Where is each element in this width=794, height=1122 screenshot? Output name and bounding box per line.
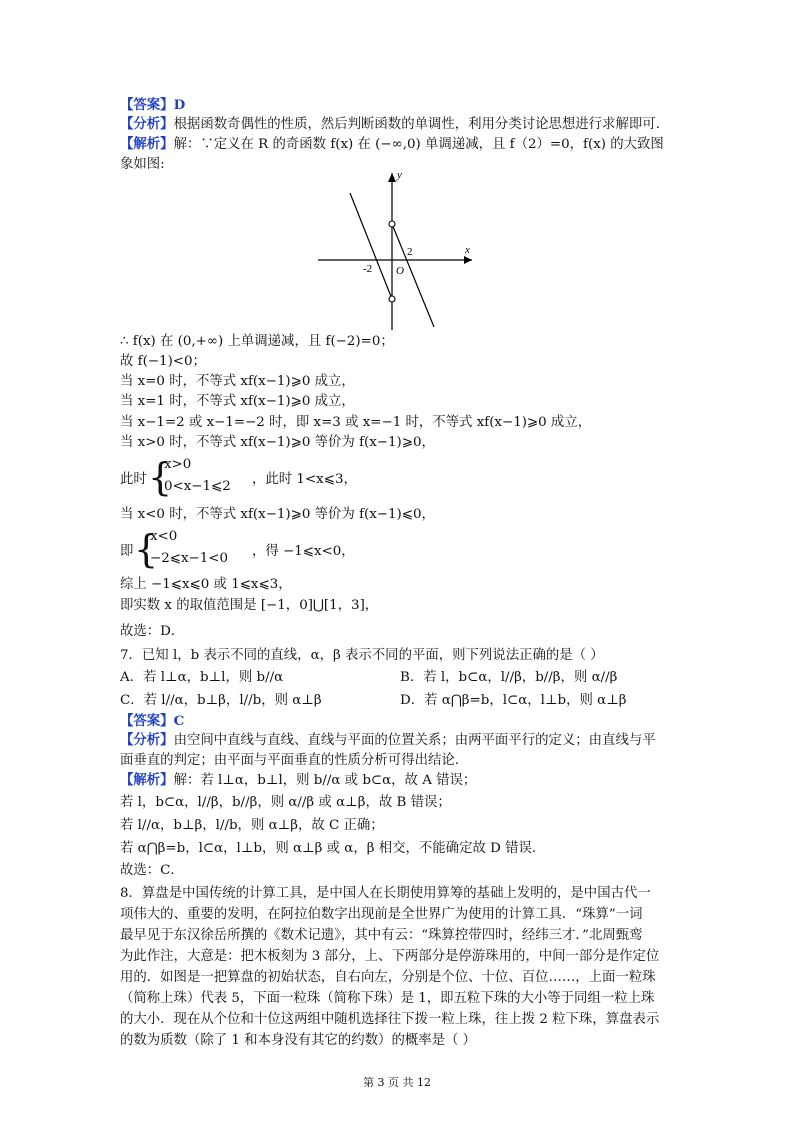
q6-line-1: ∴ f(x) 在 (0,+∞) 上单调递减，且 f(−2)=0； (120, 334, 394, 349)
q7-analysis-line (120, 731, 656, 751)
q8-line-8: 的数为质数（除了 1 和本身没有其它的约数）的概率是（ ） (120, 1033, 477, 1048)
tick-label-positive: 2 (407, 246, 413, 258)
q6-solution-cont: 象如图: (120, 157, 165, 172)
q7-analysis-cont: 面垂直的判定；由平面与平面垂直的性质分析可得出结论. (120, 753, 460, 768)
q6-line-4: 当 x=1 时，不等式 xf(x−1)⩾0 成立， (120, 394, 355, 409)
q6-tail-2: 即实数 x 的取值范围是 [−1，0]⋃[1，3]， (120, 598, 379, 613)
q6-line-6: 当 x>0 时，不等式 xf(x−1)⩾0 等价为 f(x−1)⩾0， (120, 435, 435, 450)
analysis-text: 根据函数奇偶性的性质，然后判断函数的单调性，利用分类讨论思想进行求解即可. (173, 117, 660, 132)
case2-suffix: ，得 −1⩽x<0， (252, 544, 355, 559)
q7-stem: 7．已知 l，b 表示不同的直线，α，β 表示不同的平面，则下列说法正确的是（ ） (120, 648, 604, 663)
q8-line-4: 为此作注，大意是：把木板刻为 3 部分，上、下两部分是停游珠用的，中间一部分是作定位 (120, 949, 660, 964)
q7-line-4: 故选：C． (120, 863, 184, 878)
answer-value: D (173, 97, 186, 113)
case1-bottom: 0<x−1⩽2 (164, 479, 231, 494)
analysis-tag: 【分析】 (120, 117, 174, 132)
q6-analysis-line (120, 115, 660, 135)
q8-line-7: 的大小．现在从个位和十位这两组中随机选择往下拨一粒上珠，往上拨 2 粒下珠，算盘表示 (120, 1012, 660, 1027)
q8-line-1: 8．算盘是中国传统的计算工具，是中国人在长期使用算筹的基础上发明的，是中国古代一 (120, 886, 651, 901)
case1-top: x>0 (164, 457, 192, 472)
q6-tail-3: 故选：D． (120, 624, 185, 639)
open-point-upper (389, 221, 395, 227)
left-branch-curve (350, 193, 392, 299)
q7-line-3: 若 α⋂β=b，l⊂α，l⊥b，则 α⊥β 或 α，β 相交，不能确定故 D 错误. (120, 841, 537, 856)
y-axis-label: y (397, 169, 402, 181)
q6-tail-1: 综上 −1⩽x⩽0 或 1⩽x⩽3， (120, 577, 292, 592)
tick-label-negative: -2 (363, 263, 373, 275)
q8-line-3: 最早见于东汉徐岳所撰的《数术记遗》，其中有云：“珠算控带四时，经纬三才．”北周甄鸾 (120, 928, 643, 943)
case2-bottom: −2⩽x−1<0 (150, 551, 228, 566)
q6-line-2: 故 f(−1)<0； (120, 354, 206, 369)
y-axis-arrow (388, 173, 396, 182)
q7-answer-line (120, 711, 184, 732)
q7-option-d: D．若 α⋂β=b，l⊂α，l⊥b，则 α⊥β (400, 693, 627, 708)
case1-prefix: 此时 (120, 472, 147, 487)
solution-text: 解：若 l⊥α，b⊥l，则 b//α 或 b⊂α，故 A 错误； (173, 773, 477, 788)
q7-option-b: B．若 l，b⊂α，l//β，b//β，则 α//β (400, 670, 618, 685)
case2-top: x<0 (150, 529, 178, 544)
q6-line-5: 当 x−1=2 或 x−1=−2 时，即 x=3 或 x=−1 时，不等式 xf(x−1)⩾0 成立， (120, 415, 592, 430)
analysis-text: 由空间中直线与直线、直线与平面的位置关系；由两平面平行的定义；由直线与平 (173, 733, 656, 748)
case1-brace: { (148, 455, 173, 499)
q6-line-3: 当 x=0 时，不等式 xf(x−1)⩾0 成立， (120, 374, 355, 389)
answer-tag: 【答案】 (120, 98, 174, 113)
q7-line-2: 若 l//α，b⊥β，l//b，则 α⊥β，故 C 正确； (120, 818, 384, 833)
q7-option-c: C．若 l//α，b⊥β，l//b，则 α⊥β (120, 693, 322, 708)
x-axis-label: x (465, 244, 470, 256)
answer-tag: 【答案】 (120, 714, 174, 729)
q6-answer-line (120, 95, 185, 116)
solution-tag: 【解析】 (120, 137, 174, 152)
x-axis-arrow (464, 256, 472, 264)
solution-tag: 【解析】 (120, 773, 174, 788)
q8-line-6: （简称上珠）代表 5，下面一粒珠（简称下珠）是 1，即五粒下珠的大小等于同组一粒上珠 (120, 991, 655, 1006)
case1-suffix: ，此时 1<x⩽3， (252, 472, 357, 487)
open-point-lower (389, 296, 395, 302)
origin-label: O (396, 265, 404, 277)
case2-prefix: 即 (120, 544, 134, 559)
answer-value: C (173, 713, 185, 729)
case2-brace: { (134, 527, 159, 571)
q7-line-1: 若 l，b⊂α，l//β，b//β，则 α//β 或 α⊥β，故 B 错误； (120, 795, 451, 810)
q7-solution-line (120, 771, 476, 791)
solution-text: 解：∵定义在 R 的奇函数 f(x) 在 (−∞,0) 单调递减，且 f（2）=0，f(x) 的大致图 (173, 137, 664, 152)
q8-line-5: 用的．如图是一把算盘的初始状态，自右向左，分别是个位、十位、百位……，上面一粒珠 (120, 970, 656, 985)
q6-case1-system (120, 455, 720, 501)
analysis-tag: 【分析】 (120, 733, 174, 748)
q8-line-2: 项伟大的、重要的发明，在阿拉伯数字出现前是全世界广为使用的计算工具．“珠算”一词 (120, 907, 643, 922)
page-footer: 第 3 页 共 12 (363, 1076, 431, 1089)
q6-solution-line (120, 135, 664, 155)
q7-option-a: A．若 l⊥α，b⊥l，则 b//α (120, 670, 284, 685)
function-graph (310, 165, 485, 335)
q6-line-neg: 当 x<0 时，不等式 xf(x−1)⩾0 等价为 f(x−1)⩽0， (120, 507, 435, 522)
q6-case2-system (120, 527, 720, 573)
